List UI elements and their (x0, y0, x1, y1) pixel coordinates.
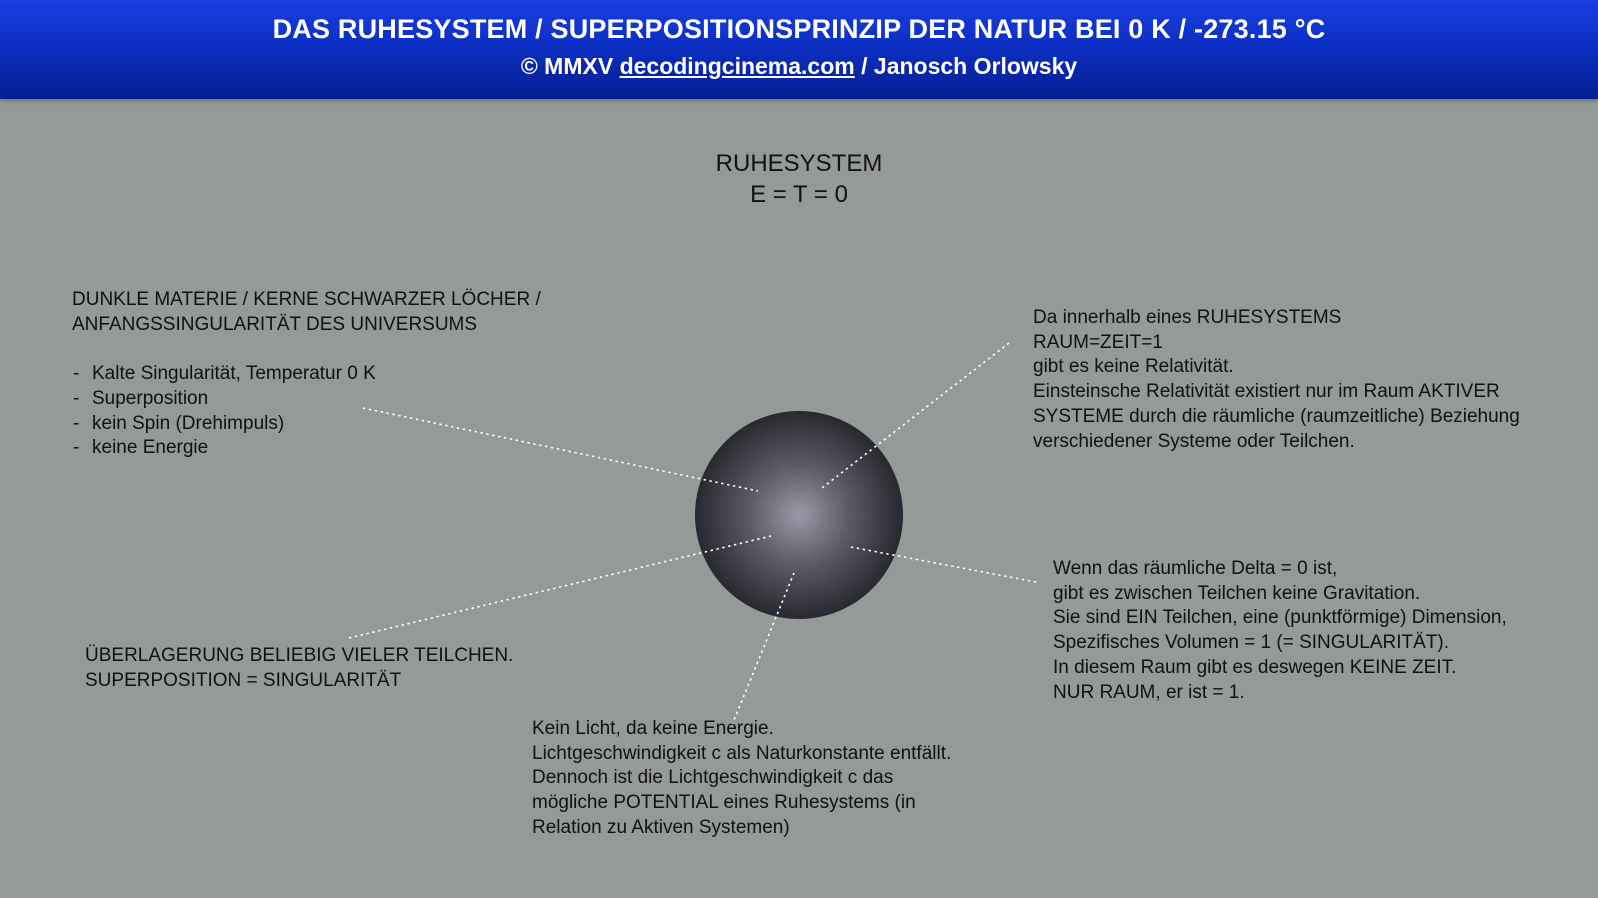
dark-matter-block (72, 288, 541, 461)
text-line: Relation zu Aktiven Systemen) (532, 816, 790, 838)
gravitation-block (1053, 557, 1507, 705)
text-line: verschiedener Systeme oder Teilchen. (1033, 430, 1355, 452)
text-line: gibt es keine Relativität. (1033, 356, 1234, 378)
list-item: - Kalte Singularität, Temperatur 0 K (73, 363, 376, 385)
diagram-title: RUHESYSTEM (715, 150, 883, 177)
relativity-block (1033, 306, 1520, 454)
text-line: Dennoch ist die Lichtgeschwindigkeit c das (532, 767, 894, 789)
text-line: gibt es zwischen Teilchen keine Gravitation. (1053, 582, 1421, 604)
text-line: SUPERPOSITION = SINGULARITÄT (85, 669, 402, 691)
credit-prefix: © MMXV (520, 53, 620, 79)
text-line: mögliche POTENTIAL eines Ruhesystems (in (532, 792, 916, 814)
text-line: Sie sind EIN Teilchen, eine (punktförmige) Dimension, (1053, 607, 1507, 629)
dark-matter-heading-line: ANFANGSSINGULARITÄT DES UNIVERSUMS (72, 313, 478, 335)
text-line: Spezifisches Volumen = 1 (= SINGULARITÄT). (1053, 632, 1449, 654)
dark-matter-heading-line: DUNKLE MATERIE / KERNE SCHWARZER LÖCHER / (72, 289, 541, 310)
properties-list (72, 362, 541, 461)
text-line: Lichtgeschwindigkeit c als Naturkonstante entfällt. (532, 742, 952, 764)
text-line: In diesem Raum gibt es deswegen KEINE ZEIT. (1053, 656, 1457, 678)
text-line: SYSTEME durch die räumliche (raumzeitliche) Beziehung (1033, 405, 1520, 427)
text-line: Einsteinsche Relativität existiert nur im Raum AKTIVER (1033, 381, 1500, 403)
diagram-formula: E = T = 0 (750, 181, 848, 208)
banner-title: DAS RUHESYSTEM / SUPERPOSITIONSPRINZIP DER NATUR BEI 0 K / -273.15 °C (272, 14, 1326, 44)
text-line: Wenn das räumliche Delta = 0 ist, (1053, 558, 1338, 579)
text-line: NUR RAUM, er ist = 1. (1053, 681, 1245, 703)
list-item: - keine Energie (73, 437, 209, 459)
text-line: RAUM=ZEIT=1 (1033, 331, 1163, 353)
credit-link[interactable]: decodingcinema.com (619, 53, 855, 79)
list-item: - kein Spin (Drehimpuls) (73, 412, 285, 434)
list-item: - Superposition (73, 387, 209, 409)
light-block (532, 717, 951, 841)
rest-system-sphere (695, 411, 903, 619)
text-line: Da innerhalb eines RUHESYSTEMS (1033, 307, 1342, 328)
superposition-block (85, 644, 513, 693)
text-line: Kein Licht, da keine Energie. (532, 718, 774, 739)
text-line: ÜBERLAGERUNG BELIEBIG VIELER TEILCHEN. (85, 645, 514, 666)
credit-suffix: / Janosch Orlowsky (854, 53, 1078, 79)
